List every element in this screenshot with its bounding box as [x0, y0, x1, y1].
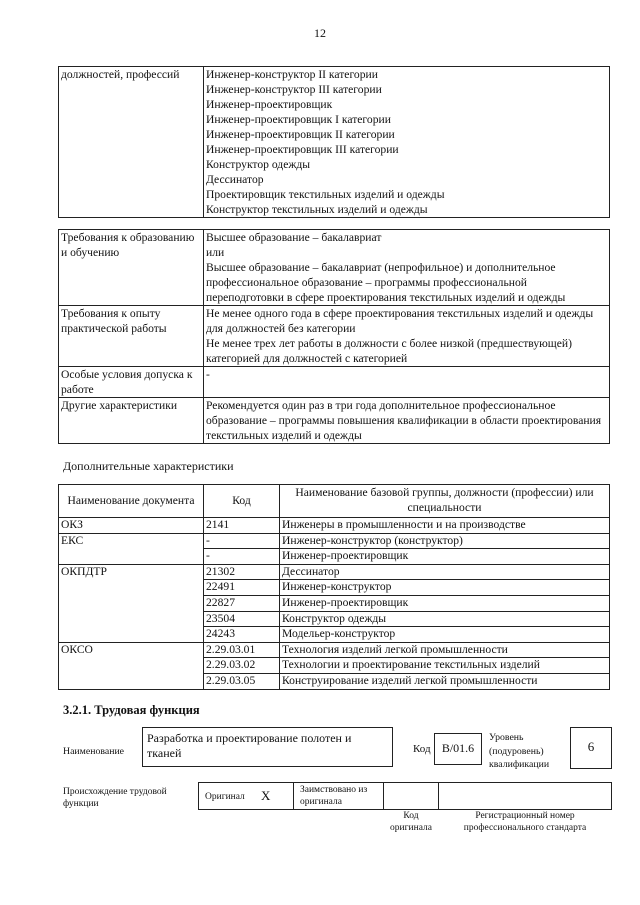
classifiers-table	[58, 484, 610, 690]
code-cell: 2.29.03.02	[204, 658, 280, 674]
function-name-value: Разработка и проектирование полотен и тканей	[142, 727, 393, 767]
position-item: Инженер-проектировщик	[206, 98, 333, 111]
doc-cell	[59, 658, 204, 674]
requirement-label: Особые условия допуска к работе	[59, 367, 204, 398]
function-code-value: B/01.6	[434, 733, 482, 765]
header-code: Код	[204, 485, 280, 518]
requirement-value: -	[204, 367, 610, 398]
name-cell: Инженер-конструктор	[280, 580, 610, 596]
name-cell: Инженер-проектировщик	[280, 549, 610, 565]
requirement-value	[204, 230, 610, 306]
borrowed-box	[293, 782, 386, 810]
table-row	[59, 580, 610, 596]
table-row	[59, 533, 610, 549]
original-box	[198, 782, 296, 810]
requirement-line: Не менее одного года в сфере проектирования текстильных изделий и одежды для должностей без категории	[206, 307, 594, 335]
requirement-label: Требования к опыту практической работы	[59, 306, 204, 367]
code-cell: 21302	[204, 564, 280, 580]
position-item: Конструктор текстильных изделий и одежды	[206, 203, 428, 216]
positions-table	[58, 66, 610, 218]
requirement-line: Высшее образование – бакалавриат	[206, 231, 382, 244]
original-label: Оригинал	[205, 792, 245, 802]
borrowed-label: Заимствовано из оригинала	[300, 785, 368, 807]
name-cell: Конструктор одежды	[280, 611, 610, 627]
name-cell: Дессинатор	[280, 564, 610, 580]
position-item: Инженер-конструктор II категории	[206, 68, 378, 81]
requirement-label: Требования к образованию и обучению	[59, 230, 204, 306]
name-cell: Технология изделий легкой промышленности	[280, 642, 610, 658]
doc-cell	[59, 673, 204, 689]
doc-cell: ОКПДТР	[59, 564, 204, 580]
doc-cell	[59, 549, 204, 565]
code-cell: -	[204, 533, 280, 549]
header-document: Наименование документа	[59, 485, 204, 518]
requirement-label: Другие характеристики	[59, 398, 204, 444]
requirement-line: или	[206, 246, 225, 259]
reg-caption: Регистрационный номер профессионального стандарта	[463, 811, 587, 833]
table-row	[59, 595, 610, 611]
requirement-line: Высшее образование – бакалавриат (непрофильное) и дополнительное профессиональное образование – программы профессиональной переподготовки в сфере проектирования текстильных изделий и одежды	[206, 261, 566, 304]
table-header-row	[59, 485, 610, 518]
table-row	[59, 518, 610, 534]
table-row	[59, 398, 610, 444]
table-row	[59, 367, 610, 398]
position-item: Инженер-конструктор III категории	[206, 83, 382, 96]
position-item: Инженер-проектировщик I категории	[206, 113, 391, 126]
requirements-table	[58, 229, 610, 444]
name-cell: Инженеры в промышленности и на производстве	[280, 518, 610, 534]
code-caption: Код оригинала	[390, 811, 432, 833]
doc-cell: ОКЗ	[59, 518, 204, 534]
code-cell: 2.29.03.01	[204, 642, 280, 658]
position-item: Дессинатор	[206, 173, 264, 186]
doc-cell: ЕКС	[59, 533, 204, 549]
origin-label: Происхождение трудовой функции	[63, 787, 167, 809]
doc-cell	[59, 627, 204, 643]
code-cell: 22827	[204, 595, 280, 611]
doc-cell	[59, 611, 204, 627]
doc-cell	[59, 595, 204, 611]
positions-list	[204, 67, 610, 218]
position-item: Инженер-проектировщик II категории	[206, 128, 395, 141]
code-cell: 2141	[204, 518, 280, 534]
position-item: Инженер-проектировщик III категории	[206, 143, 399, 156]
function-name-label: Наименование	[63, 746, 125, 757]
function-code-label: Код	[413, 743, 431, 755]
page-number: 12	[314, 26, 326, 40]
reg-number-box	[438, 782, 612, 810]
table-row	[59, 549, 610, 565]
name-cell: Инженер-проектировщик	[280, 595, 610, 611]
header-name: Наименование базовой группы, должности (профессии) или специальности	[280, 485, 610, 518]
table-row	[59, 611, 610, 627]
original-mark: X	[261, 788, 271, 803]
positions-label: должностей, профессий	[59, 67, 204, 218]
level-value: 6	[570, 727, 612, 769]
name-cell: Модельер-конструктор	[280, 627, 610, 643]
requirement-line: Не менее трех лет работы в должности с более низкой (предшествующей) категорией для должностей с категорией	[206, 337, 572, 365]
additional-title: Дополнительные характеристики	[63, 459, 234, 473]
code-cell: 23504	[204, 611, 280, 627]
position-item: Конструктор одежды	[206, 158, 311, 171]
table-row	[59, 642, 610, 658]
requirement-value	[204, 306, 610, 367]
table-row	[59, 230, 610, 306]
code-cell: 24243	[204, 627, 280, 643]
position-item: Проектировщик текстильных изделий и одежды	[206, 188, 445, 201]
table-row	[59, 627, 610, 643]
table-row	[59, 658, 610, 674]
name-cell: Конструирование изделий легкой промышленности	[280, 673, 610, 689]
original-code-box	[383, 782, 441, 810]
code-cell: 2.29.03.05	[204, 673, 280, 689]
code-cell: 22491	[204, 580, 280, 596]
section-title: 3.2.1. Трудовая функция	[63, 703, 200, 717]
table-row	[59, 673, 610, 689]
level-label: Уровень (подуровень) квалификации	[489, 732, 550, 770]
requirement-value: Рекомендуется один раз в три года дополнительное профессиональное образование – программы повышения квалификации в области проектирования текстильных изделий и одежды	[204, 398, 610, 444]
name-cell: Инженер-конструктор (конструктор)	[280, 533, 610, 549]
code-cell: -	[204, 549, 280, 565]
name-cell: Технологии и проектирование текстильных изделий	[280, 658, 610, 674]
doc-cell	[59, 580, 204, 596]
table-row	[59, 564, 610, 580]
doc-cell: ОКСО	[59, 642, 204, 658]
table-row	[59, 306, 610, 367]
